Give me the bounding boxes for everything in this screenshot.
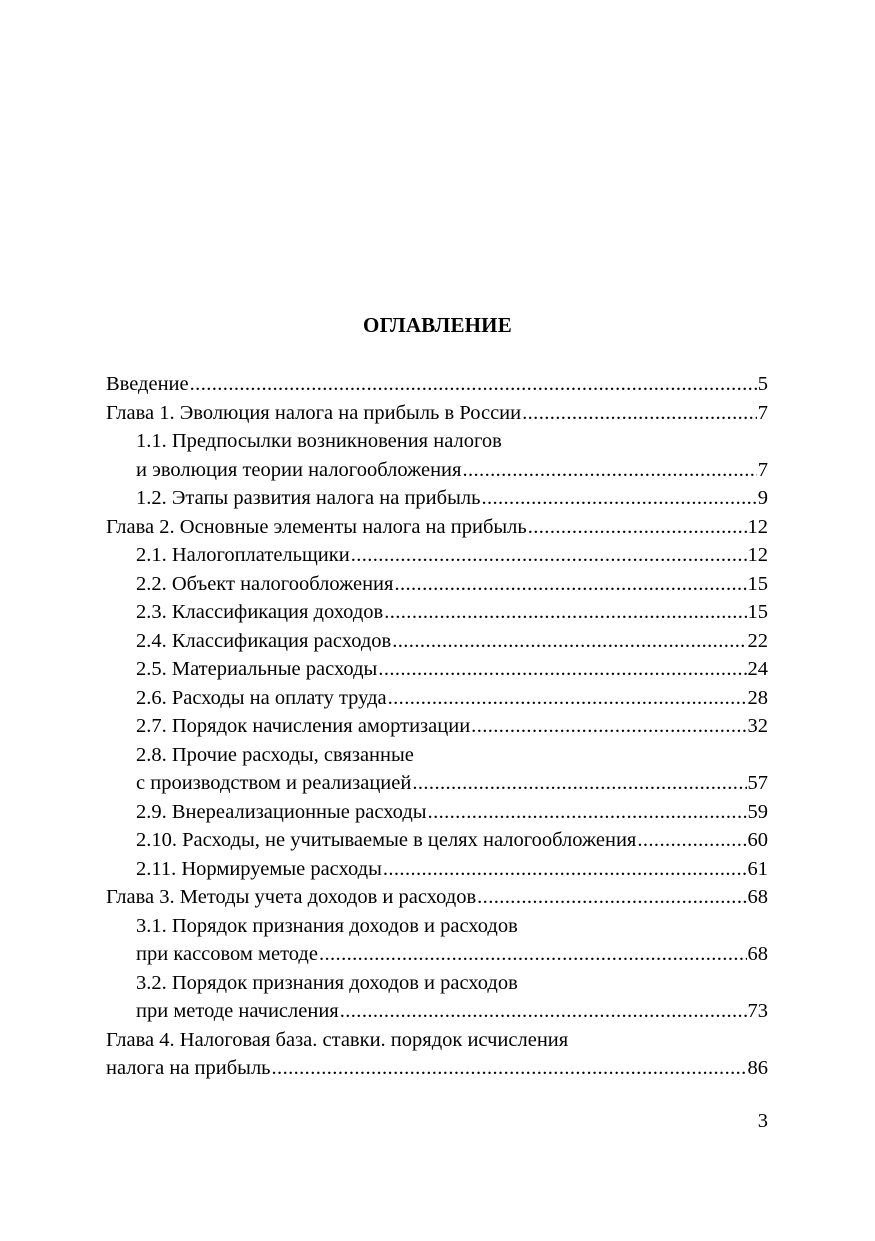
toc-entry-page: 86	[747, 1057, 768, 1079]
toc-entry-section-2-10	[106, 826, 768, 855]
toc-entry-section-2-6	[106, 684, 768, 713]
toc-entry-text: 2.5. Материальные расходы	[136, 658, 378, 680]
dot-leader	[471, 712, 746, 741]
toc-entry-page: 24	[747, 658, 768, 680]
dot-leader	[319, 940, 747, 969]
toc-entry-page: 7	[757, 458, 768, 481]
dot-leader	[428, 798, 747, 827]
toc-entry-section-2-8-line-2	[106, 769, 768, 798]
dot-leader	[190, 370, 757, 399]
toc-entry-page: 60	[747, 829, 768, 851]
toc-entry-text: 1.1. Предпосылки возникновения налогов	[136, 430, 502, 452]
dot-leader	[378, 655, 746, 684]
dot-leader	[392, 627, 746, 656]
toc-entry-introduction	[106, 370, 768, 399]
toc-entry-text: 3.2. Порядок признания доходов и расходов	[136, 971, 518, 994]
toc-entry-section-3-2-line-2	[106, 997, 768, 1026]
toc-entry-text: 1.2. Этапы развития налога на прибыль	[136, 487, 481, 509]
toc-entry-page: 15	[747, 601, 768, 623]
dot-leader	[340, 997, 747, 1026]
toc-entry-section-2-11	[106, 855, 768, 884]
dot-leader	[272, 1054, 747, 1083]
toc-entry-page: 22	[747, 629, 768, 652]
toc-entry-section-2-8-line-1	[106, 741, 768, 770]
toc-entry-section-2-1	[106, 541, 768, 570]
toc-entry-section-2-9	[106, 798, 768, 827]
dot-leader	[412, 769, 746, 798]
toc-entry-page: 12	[747, 515, 768, 538]
dot-leader	[388, 684, 747, 713]
toc-entry-page: 12	[747, 544, 768, 566]
toc-entry-section-3-1-line-1	[106, 912, 768, 941]
dot-leader	[637, 826, 746, 855]
page-number: 3	[757, 1110, 768, 1132]
dot-leader	[528, 513, 747, 542]
toc-entry-page: 15	[747, 572, 768, 595]
toc-entry-text: с производством и реализацией	[136, 772, 412, 794]
dot-leader	[351, 541, 747, 570]
dot-leader	[481, 484, 756, 513]
dot-leader	[477, 883, 746, 912]
toc-entry-text: и эволюция теории налогообложения	[136, 458, 462, 481]
toc-entry-section-2-5	[106, 655, 768, 684]
toc-entry-text: Глава 4. Налоговая база. ставки. порядок исчисления	[106, 1028, 569, 1051]
toc-entry-text: Введение	[106, 373, 189, 395]
dot-leader	[522, 399, 757, 428]
toc-entry-text: при кассовом методе	[136, 943, 318, 965]
toc-entry-page: 9	[757, 487, 768, 509]
toc-entry-text: 2.2. Объект налогообложения	[136, 572, 394, 595]
toc-entry-section-3-1-line-2	[106, 940, 768, 969]
toc-entry-section-1-1-line-2	[106, 456, 768, 485]
toc-entry-page: 59	[747, 800, 768, 823]
toc-entry-text: Глава 2. Основные элементы налога на прибыль	[106, 515, 527, 538]
toc-entry-page: 5	[757, 373, 768, 395]
toc-entry-text: 2.8. Прочие расходы, связанные	[136, 743, 414, 766]
table-of-contents	[106, 370, 768, 1083]
toc-entry-text: Глава 3. Методы учета доходов и расходов	[106, 886, 477, 908]
dot-leader	[384, 598, 746, 627]
toc-entry-text: 2.1. Налогоплательщики	[136, 544, 350, 566]
toc-entry-text: 2.6. Расходы на оплату труда	[136, 686, 387, 709]
toc-entry-text: 2.10. Расходы, не учитываемые в целях налогообложения	[136, 829, 637, 851]
toc-entry-page: 68	[747, 886, 768, 908]
toc-entry-section-2-7	[106, 712, 768, 741]
toc-entry-page: 32	[747, 715, 768, 737]
toc-entry-text: Глава 1. Эволюция налога на прибыль в России	[106, 401, 522, 424]
toc-entry-chapter-1	[106, 399, 768, 428]
toc-entry-section-2-3	[106, 598, 768, 627]
toc-entry-text: налога на прибыль	[106, 1057, 271, 1079]
toc-entry-page: 57	[747, 772, 768, 794]
toc-entry-text: 2.11. Нормируемые расходы	[136, 857, 382, 880]
toc-entry-chapter-4-line-2	[106, 1054, 768, 1083]
toc-entry-chapter-2	[106, 513, 768, 542]
toc-entry-page: 61	[747, 857, 768, 880]
dot-leader	[394, 570, 746, 599]
dot-leader	[462, 456, 756, 485]
toc-entry-text: 2.9. Внереализационные расходы	[136, 800, 427, 823]
toc-entry-text: при методе начисления	[136, 1000, 339, 1022]
toc-entry-chapter-4-line-1	[106, 1026, 768, 1055]
toc-entry-text: 2.3. Классификация доходов	[136, 601, 384, 623]
toc-entry-text: 2.7. Порядок начисления амортизации	[136, 715, 471, 737]
toc-entry-section-1-1-line-1	[106, 427, 768, 456]
toc-entry-page: 7	[757, 401, 768, 424]
toc-entry-section-2-2	[106, 570, 768, 599]
dot-leader	[383, 855, 747, 884]
toc-entry-page: 28	[747, 686, 768, 709]
toc-entry-section-1-2	[106, 484, 768, 513]
toc-entry-section-3-2-line-1	[106, 969, 768, 998]
toc-entry-chapter-3	[106, 883, 768, 912]
toc-entry-page: 73	[747, 1000, 768, 1022]
toc-entry-text: 3.1. Порядок признания доходов и расходов	[136, 914, 518, 937]
toc-entry-page: 68	[747, 943, 768, 965]
page-title: ОГЛАВЛЕНИЕ	[363, 313, 512, 337]
toc-entry-text: 2.4. Классификация расходов	[136, 629, 392, 652]
toc-entry-section-2-4	[106, 627, 768, 656]
